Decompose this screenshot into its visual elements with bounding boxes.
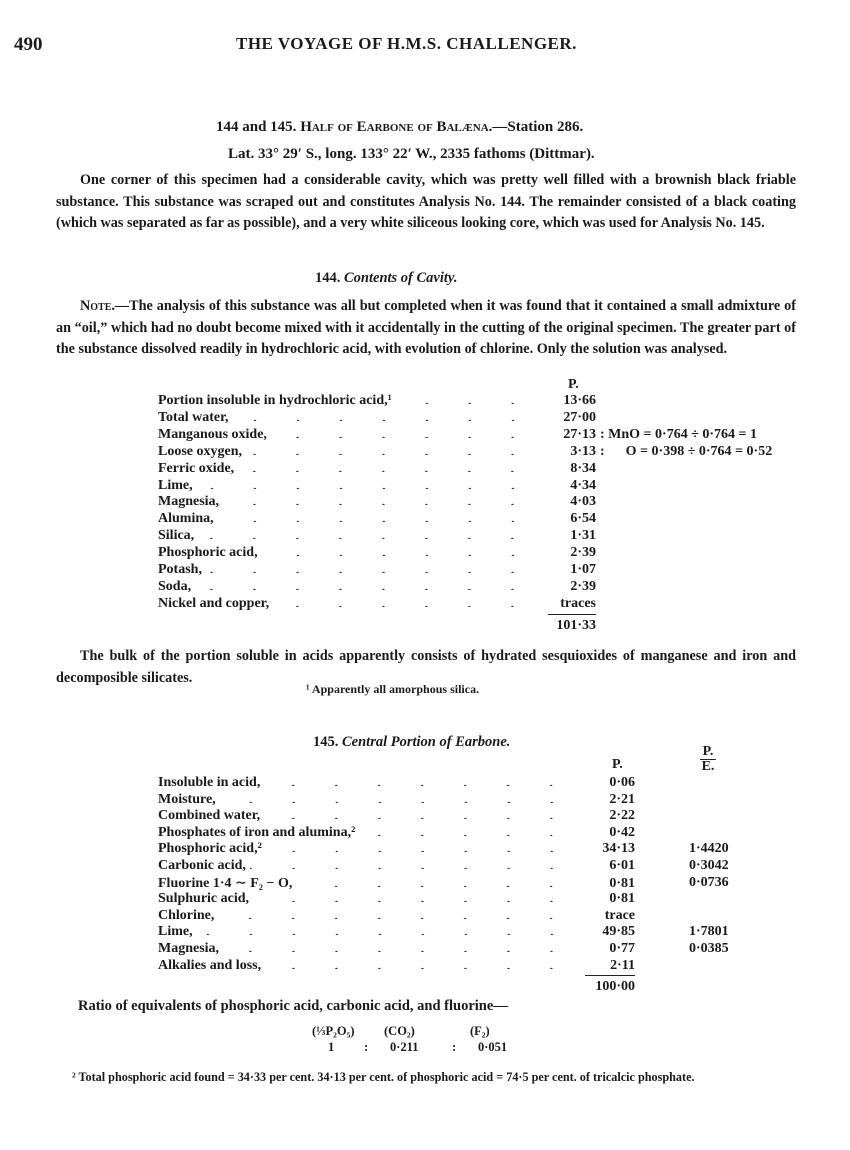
row-label: Ferric oxide,: [158, 460, 235, 476]
table-row: [158, 443, 773, 461]
row-label: Lime,: [158, 477, 193, 493]
dot-leader: [264, 809, 573, 819]
col-header-p: P.: [568, 377, 579, 392]
row-label: Potash,: [158, 562, 202, 577]
dot-leader: [266, 842, 573, 852]
row-label: Portion insoluble in hydrochloric acid,¹: [158, 393, 392, 408]
row-label: Loose oxygen,: [158, 443, 242, 459]
row-value: traces: [560, 595, 596, 611]
row-value: 2·21: [609, 791, 635, 807]
row-equivalent-note: : MnO = 0·764 ÷ 0·764 = 1: [600, 426, 758, 442]
ratio-h2: (F₂): [470, 1024, 490, 1038]
footnote-2: ² Total phosphoric acid found = 34·33 per cent. 34·13 per cent. of phosphoric acid = 74·5 per cent. of tricalcic phosphate.: [72, 1070, 695, 1084]
table-row: [158, 841, 729, 858]
analysis-145-total: 100·00: [595, 979, 635, 994]
row-label: Lime,: [158, 924, 193, 940]
table-row: [158, 461, 596, 478]
row-pe-value: 0·0736: [689, 874, 729, 890]
running-header: THE VOYAGE OF H.M.S. CHALLENGER.: [236, 34, 577, 53]
row-label: Phosphoric acid,²: [158, 841, 262, 857]
dot-leader: [223, 942, 573, 952]
col-header-pe: P. E.: [701, 744, 715, 774]
dot-leader: [206, 563, 534, 573]
row-pe-value: 0·3042: [689, 858, 729, 873]
row-label: Alkalies and loss,: [158, 957, 262, 973]
row-label: Magnesia,: [158, 941, 220, 956]
row-value: 2·11: [610, 957, 635, 973]
row-label: Phosphoric acid,: [158, 545, 258, 561]
dot-leader: [250, 859, 573, 869]
table-row: [158, 410, 596, 427]
row-value: 13·66: [563, 393, 596, 408]
table-row: [158, 393, 596, 410]
ratio-h0: (⅓P₂O₅): [312, 1024, 355, 1038]
row-value: 6·54: [570, 511, 596, 527]
note-text: —The analysis of this substance was all but completed when it was found that it contained a small admixture of an “oil,” which had no doubt become mixed with it accidentally in the cutting of the original specimen. The greater part of the substance dissolved readily in hydrochloric acid, with evolution of chlorine. Only the solution was analysed.: [56, 298, 796, 357]
row-value: 1·31: [570, 528, 596, 544]
table-row: [158, 478, 596, 495]
row-value: 2·39: [570, 545, 596, 561]
row-value: 34·13: [602, 841, 635, 857]
table-row: [158, 924, 729, 941]
dot-leader: [218, 512, 534, 522]
row-label: Nickel and copper,: [158, 595, 270, 611]
row-value: 0·81: [609, 891, 635, 907]
table-row: [158, 808, 635, 825]
table-row: [158, 596, 596, 613]
row-pe-value: 1·7801: [689, 924, 729, 940]
ratio-h1: (CO₂): [384, 1024, 415, 1038]
row-pe-value: 1·4420: [689, 841, 729, 857]
table-row: [158, 941, 729, 958]
dot-leader: [218, 909, 573, 919]
dot-leader: [359, 826, 573, 836]
dot-leader: [246, 445, 534, 455]
section-name: Half of Earbone of Balæna.: [300, 119, 493, 135]
note-paragraph: [56, 296, 796, 361]
table-row: [158, 858, 729, 875]
row-equivalent-note: : O = 0·398 ÷ 0·764 = 0·52: [600, 443, 773, 459]
row-label: Magnesia,: [158, 494, 220, 510]
row-label: Silica,: [158, 528, 195, 544]
row-label: Soda,: [158, 578, 192, 594]
page-number: 490: [14, 34, 43, 55]
analysis-144-heading: 144. Contents of Cavity.: [315, 270, 458, 286]
analysis-145-heading: 145. Central Portion of Earbone.: [313, 734, 511, 750]
col-header-p-145: P.: [612, 757, 623, 772]
location-line: Lat. 33° 29′ S., long. 133° 22′ W., 2335 fathoms (Dittmar).: [228, 146, 595, 162]
row-label: Moisture,: [158, 791, 216, 807]
dot-leader: [262, 546, 534, 556]
row-value: 0·77: [609, 941, 635, 956]
table-row: [158, 528, 596, 545]
dot-leader: [271, 428, 534, 438]
row-label: Carbonic acid,: [158, 858, 246, 873]
dot-leader: [220, 793, 573, 803]
row-label: Alumina,: [158, 511, 214, 527]
section-title: [216, 119, 583, 136]
dot-leader: [264, 776, 573, 786]
row-label: Manganous oxide,: [158, 426, 267, 442]
row-value: 8·34: [570, 460, 596, 476]
row-label: Sulphuric acid,: [158, 891, 250, 907]
dot-leader: [253, 892, 573, 902]
table-row: [158, 494, 596, 511]
table-row: [158, 792, 635, 809]
total-rule-145: [585, 975, 635, 976]
row-label: Chlorine,: [158, 907, 215, 923]
table-row: [158, 775, 635, 792]
row-pe-value: 0·0385: [689, 941, 729, 956]
row-value: 4·03: [570, 494, 596, 510]
dot-leader: [197, 479, 534, 489]
row-value: 0·81: [609, 875, 635, 891]
dot-leader: [223, 495, 534, 505]
conclusion-paragraph: The bulk of the portion soluble in acids apparently consists of hydrated sesquioxides of manganese and iron and decomposible silicates.: [56, 648, 796, 686]
dot-leader: [265, 959, 573, 969]
row-value: trace: [604, 907, 635, 923]
dot-leader: [273, 597, 534, 607]
total-rule: [548, 614, 596, 615]
analysis-144-total: 101·33: [556, 618, 596, 633]
table-row: [158, 958, 635, 975]
table-row: [158, 891, 635, 908]
table-row: [158, 562, 596, 579]
row-value: 3·13: [570, 443, 596, 459]
row-value: 6·01: [609, 858, 635, 873]
row-label: Total water,: [158, 409, 229, 425]
ratio-v1: 0·211: [390, 1040, 419, 1054]
row-value: 2·39: [570, 578, 596, 594]
dot-leader: [198, 529, 534, 539]
table-row: [158, 874, 729, 892]
table-row: [158, 545, 596, 562]
row-value: 1·07: [570, 562, 596, 577]
dot-leader: [195, 580, 534, 590]
ratio-intro: Ratio of equivalents of phosphoric acid, carbonic acid, and fluorine—: [78, 998, 508, 1014]
ratio-sep2: :: [452, 1040, 457, 1054]
dot-leader: [233, 411, 534, 421]
dot-leader: [396, 394, 534, 404]
ratio-v0: 1: [328, 1040, 335, 1054]
table-row: [158, 511, 596, 528]
footnote-1: ¹ Apparently all amorphous silica.: [306, 682, 480, 696]
row-value: 2·22: [609, 808, 635, 824]
row-value: 27·13: [563, 426, 596, 442]
table-row: [158, 908, 635, 925]
dot-leader: [296, 877, 573, 887]
row-label: Insoluble in acid,: [158, 775, 261, 790]
row-value: 49·85: [602, 924, 635, 940]
note-label: Note.: [80, 298, 115, 314]
section-station: —Station 286.: [492, 119, 584, 135]
table-row: [158, 825, 635, 842]
ratio-v2: 0·051: [478, 1040, 508, 1054]
row-value: 0·06: [609, 775, 635, 790]
section-numbers: 144 and 145.: [216, 119, 297, 135]
ratio-sep1: :: [364, 1040, 369, 1054]
dot-leader: [238, 462, 534, 472]
intro-paragraph: One corner of this specimen had a considerable cavity, which was pretty well filled with a brownish black friable substance. This substance was scraped out and constitutes Analysis No. 144. The remainder consisted of a black coating (which was separated as far as possible), and a very white siliceous looking core, which was used for Analysis No. 145.: [56, 172, 796, 231]
table-row: [158, 579, 596, 596]
row-label: Phosphates of iron and alumina,²: [158, 824, 356, 840]
row-value: 27·00: [563, 409, 596, 425]
row-label: Combined water,: [158, 808, 261, 824]
dot-leader: [197, 925, 573, 935]
row-value: 0·42: [609, 824, 635, 840]
row-label: Fluorine 1·4 ∼ F₂ − O,: [158, 875, 293, 891]
table-row: [158, 426, 758, 444]
row-value: 4·34: [570, 477, 596, 493]
